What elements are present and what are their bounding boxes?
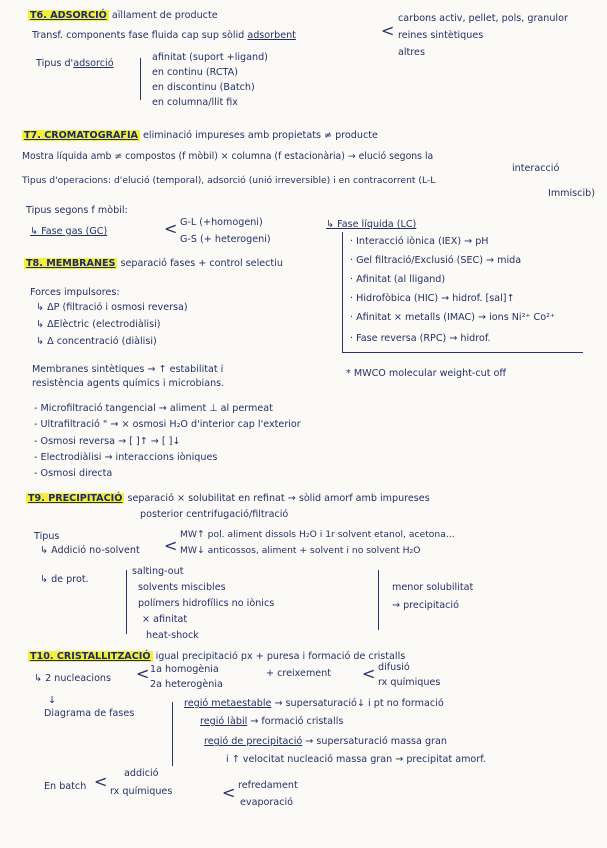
t6-tipus-2: en continu (RCTA) [152,67,238,78]
t9-addicio-a: MW↑ pol. aliment dissols H₂O i 1r solvent etanol, acetona... [180,529,455,540]
t6-adsorbent: adsorbent [247,30,296,41]
t9-prot-5: heat-shock [146,630,199,641]
t8-list-3: - Osmosi reversa → [ ]↑ → [ ]↓ [34,436,181,447]
t10-batch-b2: evaporació [240,797,294,808]
t6-header [28,10,218,21]
t9-tipus: Tipus [34,531,60,542]
t10-batch-b1: refredament [238,780,298,791]
t8-title: T8. MEMBRANES [26,258,116,269]
t8-item-2: ↳ ΔElèctric (electrodiàlisi) [36,319,161,330]
divider-line [378,570,379,630]
t6-title: T6. ADSORCIÓ [30,10,107,21]
t10-batch-a1: addició [124,768,159,779]
t7-liq-6: · Fase reversa (RPC) → hidrof. [350,333,491,344]
t9-prot-3: polímers hidrofílics no iònics [138,598,275,609]
t7-desc: eliminació impureses amb propietats ≠ producte [143,130,378,141]
t7-liq-4: · Hidrofòbica (HIC) → hidrof. [sal]↑ [350,293,515,304]
t6-desc: aïllament de producte [111,10,218,21]
t10-fase-1-rest: → supersaturació↓ i pt no formació [274,698,444,709]
t9-prot-4: × afinitat [142,614,188,625]
t8-forces: Forces impulsores: [30,287,120,298]
t9-desc-1: separació × solubilitat en refinat → sòlid amorf amb impureses [127,493,430,504]
t7-liq-1: · Interacció iònica (IEX) → pH [350,236,489,247]
t10-fase-2 [200,716,343,727]
t10-fase-3 [204,736,447,747]
t6-transf-text: Transf. components fase fluida cap sup sòlid [32,30,245,41]
t8-mwco: * MWCO molecular weight-cut off [346,368,507,379]
t7-liq-2: · Gel filtració/Exclusió (SEC) → mida [350,255,522,266]
t10-fase-1 [184,698,444,709]
t10-title: T10. CRISTALLITZACIÓ [30,651,151,662]
t8-synth-1: Membranes sintètiques → ↑ estabilitat i [32,364,224,375]
t7-liq-label: ↳ Fase líquida (LC) [326,219,417,230]
t6-tipus-4: en columna/llit fix [152,97,238,108]
t10-diagrama: Diagrama de fases [44,708,135,719]
t6-adsorbent-2: reines sintètiques [398,30,484,41]
t7-header [22,130,378,141]
t6-tipus-label: Tipus d' [36,58,74,69]
t7-line1: Mostra líquida amb ≠ compostos (f mòbil) × columna (f estacionària) → elució segons la [22,151,434,162]
t10-fase-2-u: regió làbil [200,716,248,727]
brace-icon: < [94,772,108,791]
t9-addicio: ↳ Addició no-solvent [40,545,140,556]
t9-right-1: menor solubilitat [392,582,474,593]
t10-creix-1: difusió [378,662,410,673]
t10-nucl-1: 1a homogènia [150,664,219,675]
brace-icon: < [136,664,150,683]
t10-nucl-2: 2a heterogènia [150,679,223,690]
t6-tipus-label-u: adsorció [73,58,114,69]
brace-icon: < [164,536,178,555]
t8-synth-2: resistència agents químics i microbians. [32,378,225,389]
t6-tipus [36,58,114,69]
t9-prot: ↳ de prot. [40,574,89,585]
t9-right-2: → precipitació [392,600,459,611]
t7-line1b: interacció [512,163,560,174]
t7-title: T7. CROMATOGRAFIA [24,130,138,141]
t10-fase-4: i ↑ velocitat nucleació massa gran → precipitat amorf. [226,754,486,765]
t8-item-1: ↳ ΔP (filtració i osmosi reversa) [36,302,188,313]
t8-list-4: - Electrodiàlisi → interaccions iòniques [34,452,218,463]
t10-batch-a2: rx químiques [110,786,173,797]
t8-list-2: - Ultrafiltració " → × osmosi H₂O d'interior cap l'exterior [34,419,301,430]
brace-icon: < [164,219,178,238]
t8-desc: separació fases + control selectiu [120,258,283,269]
t10-fase-3-u: regió de precipitació [204,736,303,747]
t10-creix: + creixement [266,668,332,679]
t9-prot-1: salting-out [132,566,184,577]
t6-adsorbent-3: altres [398,47,425,58]
t7-liq-3: · Afinitat (al lligand) [350,274,446,285]
t7-line2b: Immiscib) [548,188,595,199]
t10-nucl-label: ↳ 2 nucleacions [34,673,112,684]
t9-prot-2: solvents miscibles [138,582,226,593]
t6-tipus-1: afinitat (suport +ligand) [152,52,268,63]
branch-line [172,702,173,766]
t7-gas-2: G-S (+ heterogeni) [180,234,271,245]
t9-header [26,493,430,504]
t10-fase-2-rest: → formació cristalls [250,716,344,727]
t10-batch: En batch [44,781,87,792]
brace-icon: < [381,21,395,40]
t9-desc-2: posterior centrifugació/filtració [140,509,289,520]
t10-creix-2: rx químiques [378,677,441,688]
t8-item-3: ↳ Δ concentració (diàlisi) [36,336,157,347]
t6-transf [32,30,296,41]
t10-desc: igual precipitació px + puresa i formació de cristalls [155,651,406,662]
t9-title: T9. PRECIPITACIÓ [28,493,123,504]
branch-line [126,570,127,634]
t8-list-1: - Microfiltració tangencial → aliment ⊥ al permeat [34,403,273,414]
down-arrow-icon: ↓ [48,695,57,706]
t8-list-5: - Osmosi directa [34,468,113,479]
t7-line3: Tipus segons f mòbil: [26,205,128,216]
brace-icon: < [362,664,376,683]
branch-line [140,58,141,100]
t9-addicio-b: MW↓ anticossos, aliment + solvent i no solvent H₂O [180,545,421,556]
t6-adsorbent-1: carbons activ, pellet, pols, granulor [398,13,568,24]
t7-gas-1: G-L (+homogeni) [180,217,263,228]
t7-liq-5: · Afinitat × metalls (IMAC) → ions Ni²⁺ Co²⁺ [350,312,556,323]
t7-line2: Tipus d'operacions: d'elució (temporal), adsorció (unió irreversible) i en contracorrent (L-L [22,175,436,186]
t7-gas-label: ↳ Fase gas (GC) [30,226,108,237]
t10-fase-3-rest: → supersaturació massa gran [305,736,447,747]
t6-tipus-3: en discontinu (Batch) [152,82,255,93]
brace-icon: < [222,783,236,802]
t10-fase-1-u: regió metaestable [184,698,272,709]
t10-header [28,651,405,662]
t8-header [24,258,283,269]
